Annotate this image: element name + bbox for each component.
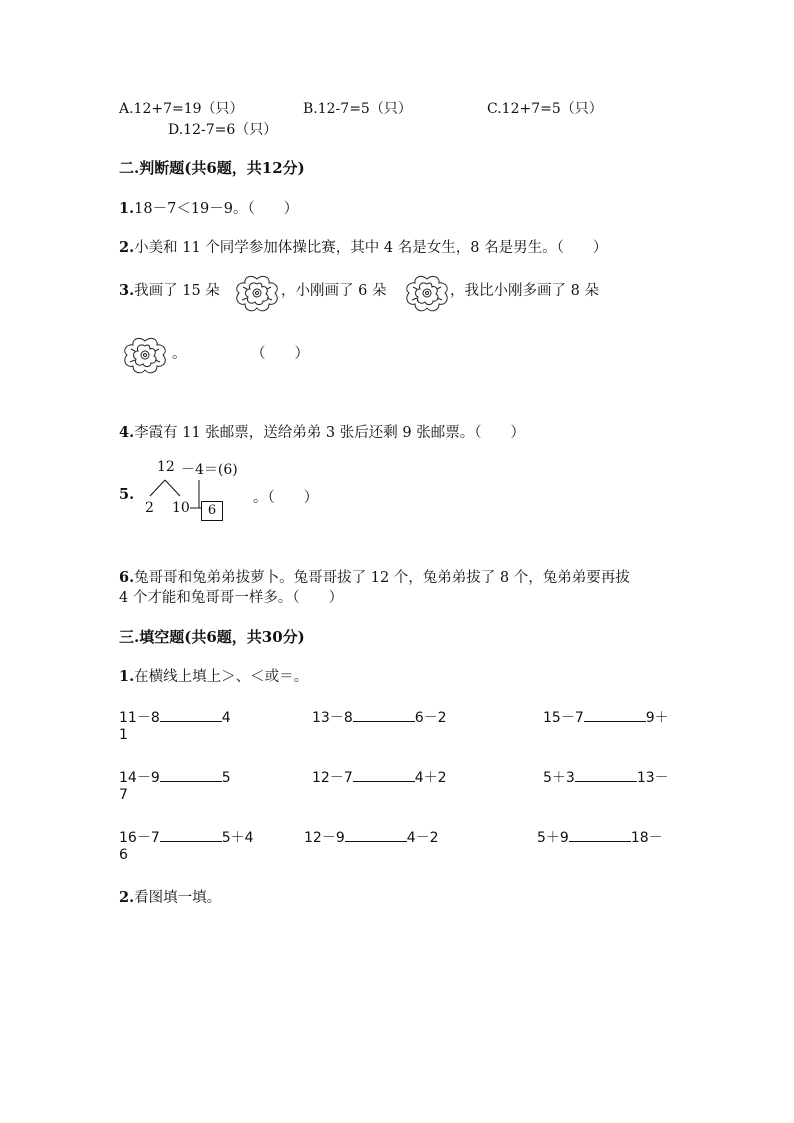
question-number: 3. bbox=[119, 282, 135, 299]
comparison-wrap: 7 bbox=[119, 787, 128, 803]
comparison-item: 5＋9 18－ bbox=[537, 827, 663, 847]
section-3-title: 三.填空题(共6题，共30分) bbox=[119, 628, 305, 646]
choice-c: C.12+7=5（只） bbox=[487, 101, 603, 117]
fill-question-2 bbox=[119, 886, 221, 907]
judge-question-6-line2: 4 个才能和兔哥哥一样多。（ ） bbox=[119, 590, 344, 606]
question-text: 看图填一填。 bbox=[134, 890, 222, 906]
comparison-item: 13－8 6－2 bbox=[312, 707, 447, 727]
judge-question-3-part1 bbox=[119, 279, 220, 300]
judge-question-6-line1 bbox=[119, 566, 630, 587]
comparison-item: 16－7 5＋4 bbox=[119, 827, 254, 847]
judge-question-3-paren: （ ） bbox=[251, 346, 309, 362]
comparison-item: 14－9 5 bbox=[119, 767, 231, 787]
judge-question-5-number: 5. bbox=[119, 486, 135, 503]
comparison-item: 12－7 4＋2 bbox=[312, 767, 447, 787]
answer-blank[interactable] bbox=[575, 767, 637, 782]
judge-question-1 bbox=[119, 197, 298, 218]
question-text: 18－7＜19－9。（ ） bbox=[134, 201, 299, 217]
comparison-item: 12－9 4－2 bbox=[304, 827, 439, 847]
equation-minuend: 12 bbox=[157, 459, 175, 475]
judge-question-3-part3: ，我比小刚多画了 8 朵 bbox=[450, 283, 599, 299]
comparison-item: 5＋3 13－ bbox=[543, 767, 669, 787]
judge-question-4 bbox=[119, 421, 525, 442]
question-text: 小美和 11 个同学参加体操比赛，其中 4 名是女生，8 名是男生。（ ） bbox=[134, 240, 608, 256]
split-left-value: 2 bbox=[145, 500, 154, 516]
question-number: 2. bbox=[119, 239, 135, 256]
comparison-wrap: 6 bbox=[119, 847, 128, 863]
answer-blank[interactable] bbox=[160, 767, 222, 782]
question-text: 李霞有 11 张邮票，送给弟弟 3 张后还剩 9 张邮票。（ ） bbox=[134, 425, 525, 441]
choice-a: A.12+7=19（只） bbox=[119, 101, 244, 117]
question-text: 我画了 15 朵 bbox=[134, 283, 220, 299]
question-number: 1. bbox=[119, 668, 135, 685]
choice-b: B.12-7=5（只） bbox=[303, 101, 412, 117]
answer-blank[interactable] bbox=[160, 827, 222, 842]
judge-question-3-part2: ，小刚画了 6 朵 bbox=[281, 283, 387, 299]
answer-blank[interactable] bbox=[353, 767, 415, 782]
question-number: 6. bbox=[119, 569, 135, 586]
fill-question-1 bbox=[119, 665, 308, 686]
judge-question-3-end: 。 bbox=[172, 346, 187, 362]
judge-question-2 bbox=[119, 236, 607, 257]
answer-blank[interactable] bbox=[160, 707, 222, 722]
split-right-value: 10 bbox=[172, 500, 190, 516]
comparison-item: 11－8 4 bbox=[119, 707, 231, 727]
question-number: 2. bbox=[119, 889, 135, 906]
section-2-title: 二.判断题(共6题，共12分) bbox=[119, 159, 305, 177]
answer-blank[interactable] bbox=[569, 827, 631, 842]
equation-rest: －4＝(6) bbox=[181, 462, 238, 478]
answer-blank[interactable] bbox=[584, 707, 646, 722]
question-text: 兔哥哥和兔弟弟拔萝卜。兔哥哥拔了 12 个，兔弟弟拔了 8 个，兔弟弟要再拔 bbox=[134, 570, 630, 586]
comparison-wrap: 1 bbox=[119, 727, 128, 743]
choice-d: D.12-7=6（只） bbox=[168, 122, 278, 138]
answer-blank[interactable] bbox=[345, 827, 407, 842]
flower-icon bbox=[402, 273, 452, 315]
flower-icon bbox=[120, 335, 170, 377]
answer-blank[interactable] bbox=[353, 707, 415, 722]
question-number: 4. bbox=[119, 424, 135, 441]
question-text: 在横线上填上＞、＜或＝。 bbox=[134, 669, 309, 685]
judge-question-5-end: 。（ ） bbox=[253, 490, 319, 506]
flower-icon bbox=[232, 273, 282, 315]
question-number: 1. bbox=[119, 200, 135, 217]
comparison-item: 15－7 9＋ bbox=[543, 707, 669, 727]
boxed-answer: 6 bbox=[201, 501, 223, 521]
